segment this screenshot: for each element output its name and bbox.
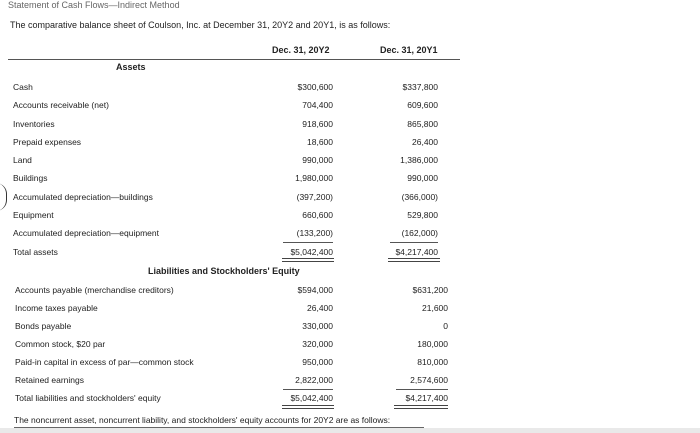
row-label: Land — [13, 155, 32, 165]
value-20y1: 0 — [443, 321, 448, 331]
subtotal-rule-20y1 — [396, 389, 448, 390]
value-20y2: 1,980,000 — [295, 173, 333, 183]
bottom-band — [0, 428, 700, 433]
value-20y2: 2,822,000 — [295, 375, 333, 385]
value-20y2: $5,042,400 — [290, 393, 333, 403]
double-rule-20y2 — [282, 405, 334, 409]
value-20y2: $300,600 — [297, 82, 333, 92]
value-20y1: (366,000) — [401, 192, 438, 202]
value-20y1: (162,000) — [401, 228, 438, 238]
liabilities-heading: Liabilities and Stockholders' Equity — [148, 266, 300, 276]
row-label: Accumulated depreciation—buildings — [13, 192, 153, 202]
page-title: Statement of Cash Flows—Indirect Method — [8, 0, 180, 10]
value-20y2: 660,600 — [302, 210, 333, 220]
value-20y1: 180,000 — [417, 339, 448, 349]
value-20y2: (397,200) — [296, 192, 333, 202]
value-20y1: 865,800 — [407, 119, 438, 129]
double-rule-20y1 — [388, 258, 440, 262]
row-label: Inventories — [13, 119, 55, 129]
value-20y1: $4,217,400 — [405, 393, 448, 403]
table-row — [13, 210, 438, 226]
table-row — [13, 100, 438, 116]
value-20y1: 990,000 — [407, 173, 438, 183]
value-20y2: 18,600 — [307, 137, 333, 147]
footer-text: The noncurrent asset, noncurrent liability, and stockholders' equity accounts for 20Y2 are as follows: — [14, 415, 391, 425]
row-label: Cash — [13, 82, 33, 92]
value-20y1: 21,600 — [422, 303, 448, 313]
row-label: Income taxes payable — [15, 303, 98, 313]
table-row — [13, 192, 438, 208]
row-label: Total assets — [13, 247, 58, 257]
value-20y1: $631,200 — [412, 285, 448, 295]
table-row — [13, 137, 438, 153]
header-divider — [8, 59, 460, 60]
value-20y2: 950,000 — [302, 357, 333, 367]
row-label: Equipment — [13, 210, 54, 220]
table-row — [15, 357, 448, 373]
subtotal-rule-20y2 — [283, 389, 333, 390]
value-20y1: 2,574,600 — [410, 375, 448, 385]
column-header-20y2: Dec. 31, 20Y2 — [272, 45, 330, 55]
value-20y1: 810,000 — [417, 357, 448, 367]
value-20y2: 704,400 — [302, 100, 333, 110]
value-20y1: 1,386,000 — [400, 155, 438, 165]
row-label: Bonds payable — [15, 321, 72, 331]
value-20y1: 609,600 — [407, 100, 438, 110]
row-label: Accounts receivable (net) — [13, 100, 109, 110]
double-rule-20y2 — [282, 258, 334, 262]
collapse-bracket — [0, 183, 7, 211]
value-20y2: 990,000 — [302, 155, 333, 165]
row-label: Accounts payable (merchandise creditors) — [15, 285, 174, 295]
value-20y1: $337,800 — [402, 82, 438, 92]
row-label: Paid-in capital in excess of par—common stock — [15, 357, 194, 367]
value-20y2: (133,200) — [296, 228, 333, 238]
row-label: Common stock, $20 par — [15, 339, 106, 349]
row-label: Buildings — [13, 173, 48, 183]
value-20y1: 529,800 — [407, 210, 438, 220]
value-20y1: $4,217,400 — [395, 247, 438, 257]
row-label: Retained earnings — [15, 375, 84, 385]
table-row — [13, 155, 438, 171]
value-20y2: 320,000 — [302, 339, 333, 349]
value-20y2: 330,000 — [302, 321, 333, 331]
table-row — [15, 321, 448, 337]
value-20y2: $594,000 — [297, 285, 333, 295]
assets-heading: Assets — [116, 62, 146, 72]
row-label: Prepaid expenses — [13, 137, 82, 147]
table-row — [13, 119, 438, 135]
intro-text: The comparative balance sheet of Coulson, Inc. at December 31, 20Y2 and 20Y1, is as follows: — [10, 20, 391, 30]
column-header-20y1: Dec. 31, 20Y1 — [380, 45, 438, 55]
table-row — [15, 303, 448, 319]
subtotal-rule-20y2 — [283, 242, 333, 243]
double-rule-20y1 — [394, 405, 448, 409]
table-row — [15, 339, 448, 355]
value-20y2: 26,400 — [307, 303, 333, 313]
table-row — [15, 285, 448, 301]
row-label: Accumulated depreciation—equipment — [13, 228, 160, 238]
value-20y2: 918,600 — [302, 119, 333, 129]
table-row — [13, 173, 438, 189]
row-label: Total liabilities and stockholders' equity — [15, 393, 161, 403]
table-row — [13, 82, 438, 98]
value-20y1: 26,400 — [412, 137, 438, 147]
value-20y2: $5,042,400 — [290, 247, 333, 257]
subtotal-rule-20y1 — [390, 242, 438, 243]
